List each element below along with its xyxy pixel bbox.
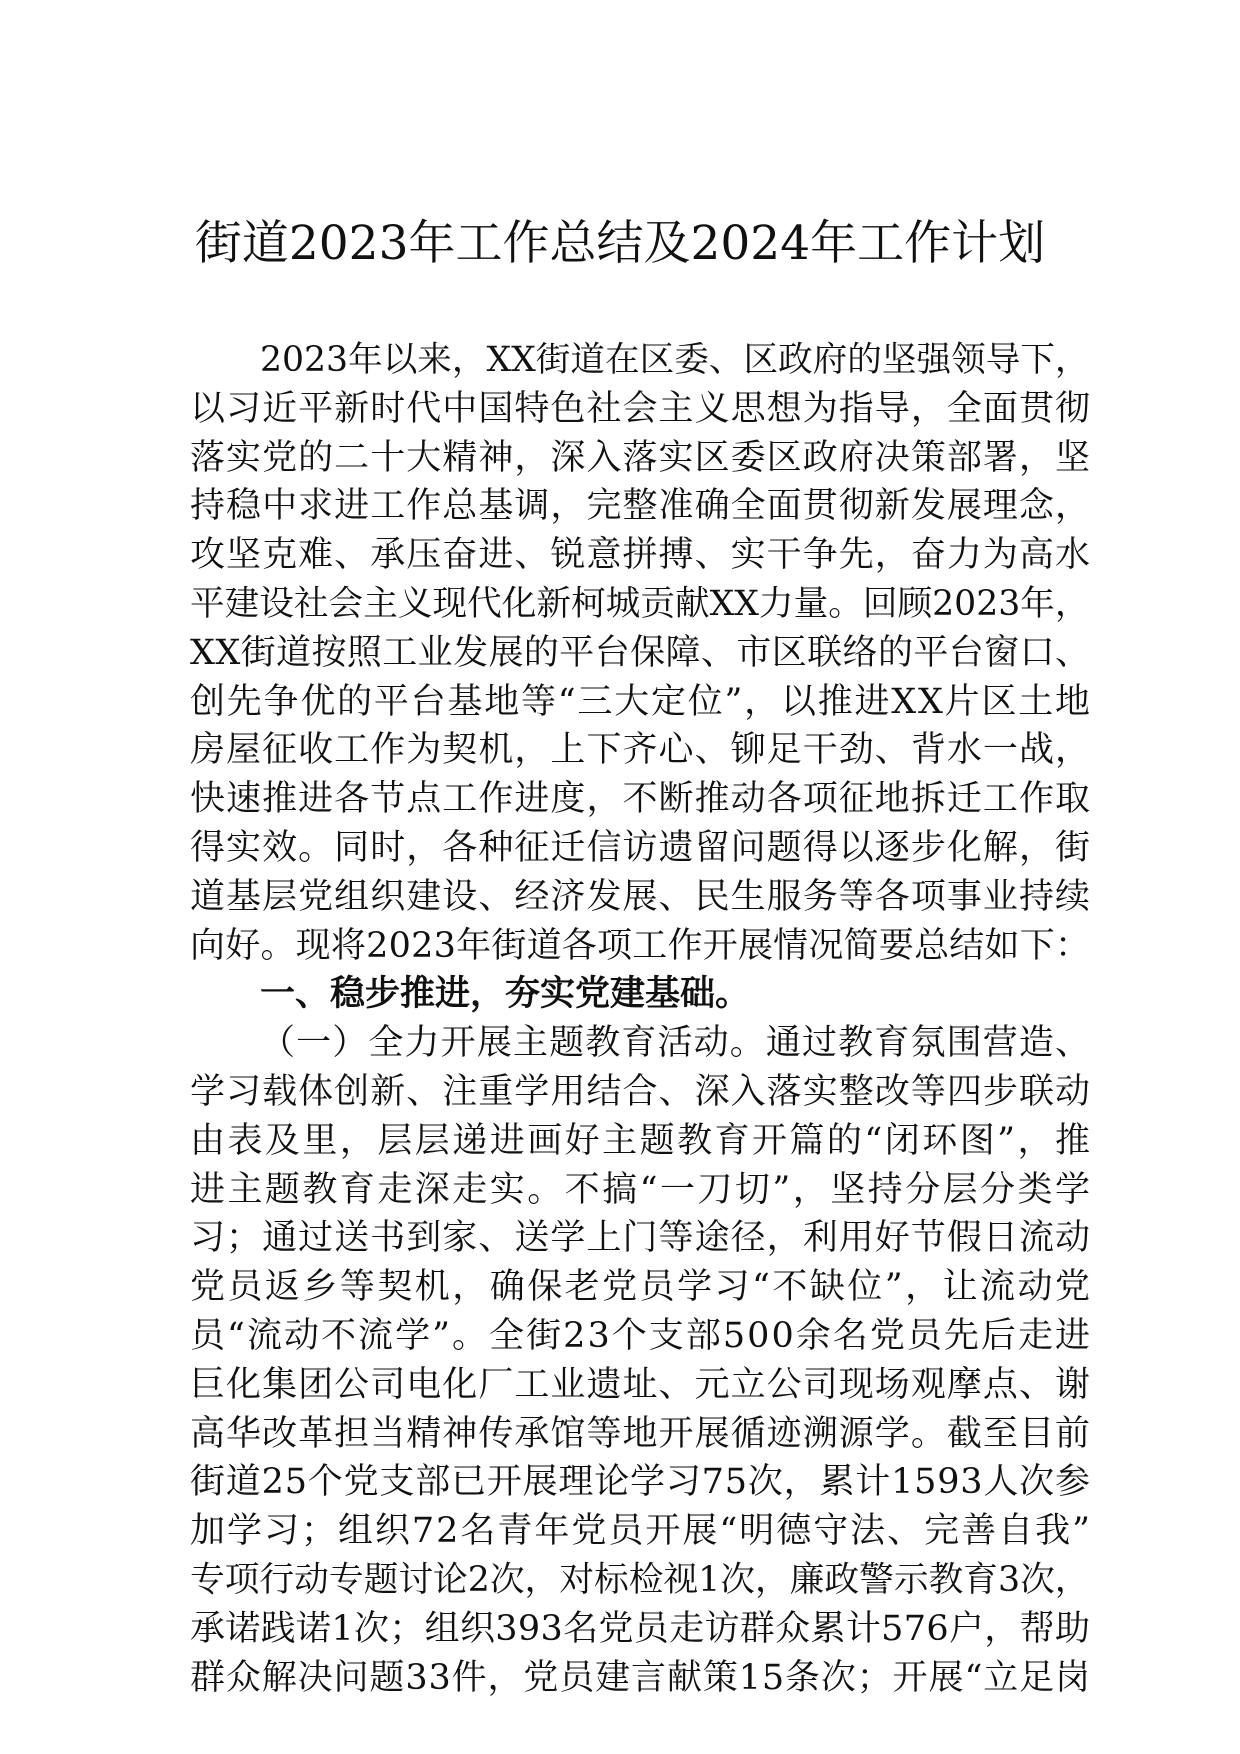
paragraph-line: 攻坚克难、承压奋进、锐意拼搏、实干争先，奋力为高水 [190, 535, 1092, 576]
paragraph-line: 进主题教育走深走实。不搞“一刀切”，坚持分层分类学 [190, 1169, 1093, 1210]
document-body [190, 336, 1093, 1702]
paragraph-line: 街道25个党支部已开展理论学习75次，累计1593人次参 [190, 1462, 1091, 1503]
paragraph-line: 创先争优的平台基地等“三大定位”，以推进XX片区土地 [190, 681, 1092, 722]
paragraph-line: （一）全力开展主题教育活动。通过教育氛围营造、 [260, 1023, 1092, 1064]
paragraph-line: 落实党的二十大精神，深入落实区委区政府决策部署，坚 [190, 437, 1092, 478]
paragraph-line: 群众解决问题33件，党员建言献策15条次；开展“立足岗 [190, 1657, 1091, 1698]
paragraph-line: 巨化集团公司电化厂工业遗址、元立公司现场观摩点、谢 [190, 1364, 1092, 1405]
paragraph-line: 高华改革担当精神传承馆等地开展循迹溯源学。截至目前 [190, 1413, 1092, 1454]
paragraph-line: XX街道按照工业发展的平台保障、市区联络的平台窗口、 [190, 632, 1091, 673]
paragraph-line: 得实效。同时，各种征迁信访遗留问题得以逐步化解，街 [190, 827, 1092, 868]
paragraph-line: 学习载体创新、注重学用结合、深入落实整改等四步联动 [190, 1071, 1092, 1112]
paragraph-line: 专项行动专题讨论2次，对标检视1次，廉政警示教育3次， [190, 1559, 1090, 1600]
paragraph-line: 向好。现将2023年街道各项工作开展情况简要总结如下： [190, 925, 1091, 966]
paragraph-line: 承诺践诺1次；组织393名党员走访群众累计576户，帮助 [190, 1608, 1091, 1649]
paragraph-line: 2023年以来，XX街道在区委、区政府的坚强领导下， [260, 340, 1090, 380]
document-title: 街道2023年工作总结及2024年工作计划 [194, 216, 1046, 271]
paragraph-line: 党员返乡等契机，确保老党员学习“不缺位”，让流动党 [190, 1267, 1093, 1308]
paragraph-line: 快速推进各节点工作进度，不断推动各项征地拆迁工作取 [190, 779, 1092, 820]
section-heading: 一、稳步推进，夯实党建基础。 [260, 973, 751, 1015]
paragraph-line: 由表及里，层层递进画好主题教育开篇的“闭环图”，推 [190, 1120, 1093, 1161]
paragraph-line: 平建设社会主义现代化新柯城贡献XX力量。回顾2023年， [190, 583, 1090, 624]
paragraph-line: 员“流动不流学”。全街23个支部500余名党员先后走进 [190, 1315, 1093, 1356]
paragraph-line: 以习近平新时代中国特色社会主义思想为指导，全面贯彻 [190, 388, 1092, 429]
paragraph-line: 习；通过送书到家、送学上门等途径，利用好节假日流动 [190, 1218, 1092, 1259]
paragraph-line: 房屋征收工作为契机，上下齐心、铆足干劲、背水一战， [190, 730, 1092, 771]
paragraph-line: 道基层党组织建设、经济发展、民生服务等各项事业持续 [190, 876, 1092, 917]
paragraph-line: 加学习；组织72名青年党员开展“明德守法、完善自我” [190, 1511, 1092, 1552]
paragraph-line: 持稳中求进工作总基调，完整准确全面贯彻新发展理念， [190, 486, 1092, 527]
